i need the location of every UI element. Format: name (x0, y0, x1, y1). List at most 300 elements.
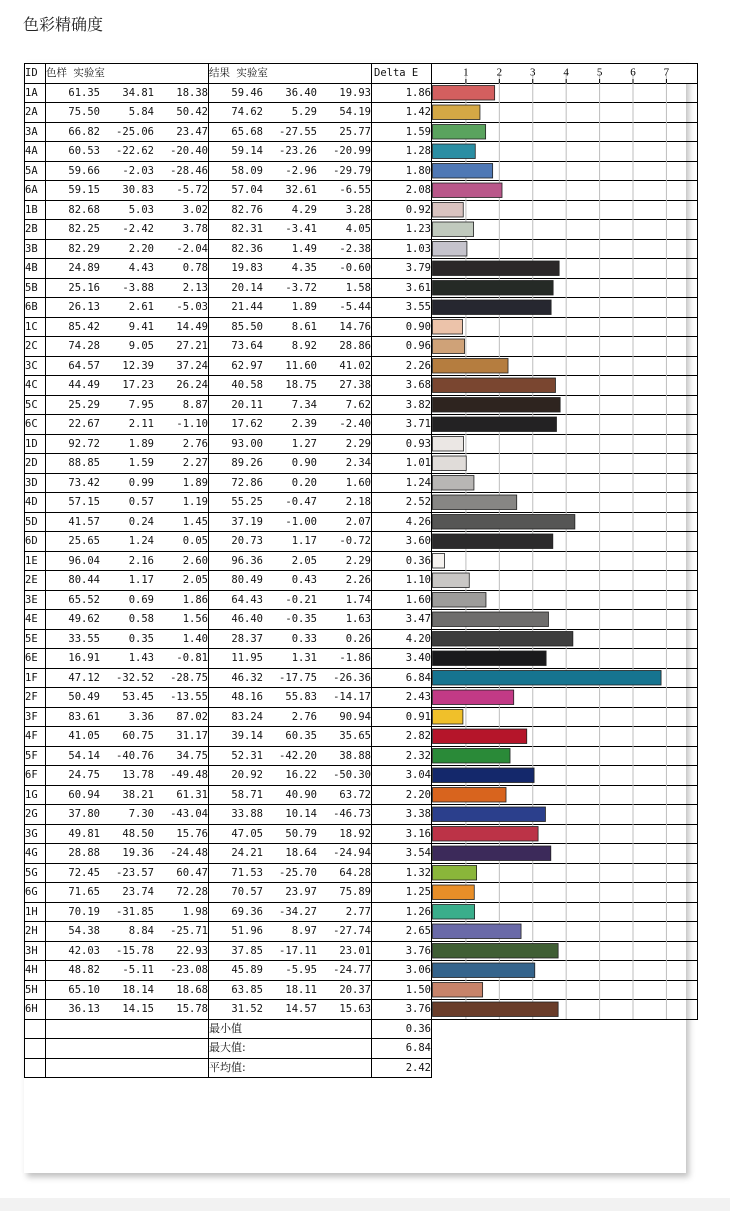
result-lab-value: 82.36 (209, 239, 264, 259)
delta-e-value: 3.76 (372, 941, 432, 961)
result-lab-value: -1.00 (263, 512, 317, 532)
bar-4A (433, 144, 476, 159)
header-delta-e: Delta E (372, 64, 432, 84)
result-lab-value: 0.26 (317, 629, 372, 649)
sample-lab-value: 25.16 (46, 278, 101, 298)
bar-2B (433, 222, 474, 237)
sample-lab-value: 1.56 (154, 610, 209, 630)
tick-label: 4 (563, 66, 569, 79)
delta-e-value: 4.20 (372, 629, 432, 649)
delta-e-value: 3.54 (372, 844, 432, 864)
row-id: 5C (25, 395, 46, 415)
result-lab-value: 2.29 (317, 434, 372, 454)
result-lab-value: 69.36 (209, 902, 264, 922)
bar-6A (433, 183, 503, 198)
sample-lab-value: -5.72 (154, 181, 209, 201)
sample-lab-value: -28.75 (154, 668, 209, 688)
result-lab-value: -34.27 (263, 902, 317, 922)
result-lab-value: 2.18 (317, 493, 372, 513)
delta-e-value: 3.71 (372, 415, 432, 435)
result-lab-value: -27.74 (317, 922, 372, 942)
sample-lab-value: 7.95 (100, 395, 154, 415)
result-lab-value: 11.95 (209, 649, 264, 669)
sample-lab-value: 1.89 (154, 473, 209, 493)
result-lab-value: 46.32 (209, 668, 264, 688)
tick-label: 7 (663, 66, 670, 79)
result-lab-value: 83.24 (209, 707, 264, 727)
sample-lab-value: 2.76 (154, 434, 209, 454)
result-lab-value: 4.29 (263, 200, 317, 220)
result-lab-value: 18.92 (317, 824, 372, 844)
result-lab-value: 14.76 (317, 317, 372, 337)
result-lab-value: 40.58 (209, 376, 264, 396)
delta-e-value: 2.32 (372, 746, 432, 766)
sample-lab-value: 25.29 (46, 395, 101, 415)
sample-lab-value: 82.68 (46, 200, 101, 220)
delta-e-value: 3.38 (372, 805, 432, 825)
summary-value: 2.42 (372, 1058, 432, 1078)
sample-lab-value: 2.11 (100, 415, 154, 435)
bar-4E (433, 612, 549, 627)
sample-lab-value: 9.05 (100, 337, 154, 357)
sample-lab-value: 1.43 (100, 649, 154, 669)
sample-lab-value: 72.45 (46, 863, 101, 883)
result-lab-value: 20.37 (317, 980, 372, 1000)
sample-lab-value: 57.15 (46, 493, 101, 513)
sample-lab-value: 24.75 (46, 766, 101, 786)
delta-e-value: 3.82 (372, 395, 432, 415)
sample-lab-value: 42.03 (46, 941, 101, 961)
sample-lab-value: 5.84 (100, 103, 154, 123)
sample-lab-value: 0.99 (100, 473, 154, 493)
result-lab-value: 1.63 (317, 610, 372, 630)
result-lab-value: 4.35 (263, 259, 317, 279)
result-lab-value: 80.49 (209, 571, 264, 591)
sample-lab-value: 2.61 (100, 298, 154, 318)
result-lab-value: -27.55 (263, 122, 317, 142)
bar-5H (433, 983, 483, 998)
bar-2G (433, 807, 546, 822)
sample-lab-value: -24.48 (154, 844, 209, 864)
row-id: 4B (25, 259, 46, 279)
sample-lab-value: -43.04 (154, 805, 209, 825)
result-lab-value: 1.17 (263, 532, 317, 552)
sample-lab-value: -3.88 (100, 278, 154, 298)
tick-label: 1 (463, 66, 469, 79)
result-lab-value: -1.86 (317, 649, 372, 669)
result-lab-value: 89.26 (209, 454, 264, 474)
result-lab-value: -0.60 (317, 259, 372, 279)
sample-lab-value: 92.72 (46, 434, 101, 454)
sample-lab-value: -25.71 (154, 922, 209, 942)
sample-lab-value: 34.81 (100, 83, 154, 103)
sample-lab-value: -0.81 (154, 649, 209, 669)
sample-lab-value: 8.87 (154, 395, 209, 415)
sample-lab-value: 1.17 (100, 571, 154, 591)
result-lab-value: 59.46 (209, 83, 264, 103)
row-id: 6H (25, 1000, 46, 1020)
result-lab-value: 2.07 (317, 512, 372, 532)
row-id: 4G (25, 844, 46, 864)
row-id: 4D (25, 493, 46, 513)
result-lab-value: 15.63 (317, 1000, 372, 1020)
row-id: 5H (25, 980, 46, 1000)
sample-lab-value: 0.69 (100, 590, 154, 610)
bar-5A (433, 164, 493, 179)
result-lab-value: -29.79 (317, 161, 372, 181)
sample-lab-value: 31.17 (154, 727, 209, 747)
result-lab-value: 7.34 (263, 395, 317, 415)
result-lab-value: 1.27 (263, 434, 317, 454)
result-lab-value: 1.74 (317, 590, 372, 610)
result-lab-value: 60.35 (263, 727, 317, 747)
row-id: 2G (25, 805, 46, 825)
sample-lab-value: -32.52 (100, 668, 154, 688)
bar-6E (433, 651, 547, 666)
delta-e-value: 1.24 (372, 473, 432, 493)
result-lab-value: 45.89 (209, 961, 264, 981)
result-lab-value: -42.20 (263, 746, 317, 766)
sample-lab-value: 59.15 (46, 181, 101, 201)
result-lab-value: 20.73 (209, 532, 264, 552)
sample-lab-value: 59.66 (46, 161, 101, 181)
result-lab-value: 55.25 (209, 493, 264, 513)
result-lab-value: -20.99 (317, 142, 372, 162)
delta-e-value: 1.10 (372, 571, 432, 591)
result-lab-value: -6.55 (317, 181, 372, 201)
sample-lab-value: 48.82 (46, 961, 101, 981)
delta-e-value: 2.08 (372, 181, 432, 201)
delta-e-value: 1.01 (372, 454, 432, 474)
bar-6B (433, 300, 552, 315)
bar-2H (433, 924, 522, 939)
delta-e-value: 1.80 (372, 161, 432, 181)
result-lab-value: -2.38 (317, 239, 372, 259)
row-id: 1H (25, 902, 46, 922)
sample-lab-value: -2.04 (154, 239, 209, 259)
delta-e-value: 2.20 (372, 785, 432, 805)
sample-lab-value: 0.05 (154, 532, 209, 552)
result-lab-value: 8.97 (263, 922, 317, 942)
row-id: 2C (25, 337, 46, 357)
result-lab-value: 59.14 (209, 142, 264, 162)
summary-label: 最小值 (209, 1019, 372, 1039)
sample-lab-value: -20.40 (154, 142, 209, 162)
row-id: 3D (25, 473, 46, 493)
result-lab-value: 62.97 (209, 356, 264, 376)
sample-lab-value: 2.05 (154, 571, 209, 591)
sample-lab-value: 64.57 (46, 356, 101, 376)
result-lab-value: -5.44 (317, 298, 372, 318)
result-lab-value: -46.73 (317, 805, 372, 825)
sample-lab-value: 28.88 (46, 844, 101, 864)
result-lab-value: 1.60 (317, 473, 372, 493)
result-lab-value: 0.43 (263, 571, 317, 591)
sample-lab-value: -31.85 (100, 902, 154, 922)
bar-4F (433, 729, 527, 744)
delta-e-value: 1.50 (372, 980, 432, 1000)
sample-lab-value: -23.57 (100, 863, 154, 883)
result-lab-value: -25.70 (263, 863, 317, 883)
result-lab-value: 1.89 (263, 298, 317, 318)
sample-lab-value: -2.03 (100, 161, 154, 181)
result-lab-value: 72.86 (209, 473, 264, 493)
result-lab-value: 50.79 (263, 824, 317, 844)
result-lab-value: 57.04 (209, 181, 264, 201)
bar-2C (433, 339, 465, 354)
result-lab-value: 37.19 (209, 512, 264, 532)
sample-lab-value: 22.67 (46, 415, 101, 435)
bar-1C (433, 320, 463, 335)
bar-1F (433, 671, 662, 686)
result-lab-value: -0.47 (263, 493, 317, 513)
result-lab-value: 11.60 (263, 356, 317, 376)
result-lab-value: -17.11 (263, 941, 317, 961)
result-lab-value: 64.43 (209, 590, 264, 610)
row-id: 4H (25, 961, 46, 981)
row-id: 1F (25, 668, 46, 688)
result-lab-value: -24.77 (317, 961, 372, 981)
result-lab-value: 23.01 (317, 941, 372, 961)
sample-lab-value: 36.13 (46, 1000, 101, 1020)
result-lab-value: 8.92 (263, 337, 317, 357)
sample-lab-value: 82.29 (46, 239, 101, 259)
header-result-lab: 结果 实验室 (209, 64, 372, 84)
delta-e-value: 2.65 (372, 922, 432, 942)
bar-3H (433, 944, 559, 959)
bar-5F (433, 749, 511, 764)
row-id: 5A (25, 161, 46, 181)
row-id: 5E (25, 629, 46, 649)
tick-label: 3 (530, 66, 536, 79)
sample-lab-value: 19.36 (100, 844, 154, 864)
row-id: 6D (25, 532, 46, 552)
result-lab-value: 39.14 (209, 727, 264, 747)
result-lab-value: 73.64 (209, 337, 264, 357)
delta-e-value: 0.93 (372, 434, 432, 454)
sample-lab-value: -15.78 (100, 941, 154, 961)
sample-lab-value: 17.23 (100, 376, 154, 396)
delta-e-value: 1.25 (372, 883, 432, 903)
result-lab-value: -50.30 (317, 766, 372, 786)
result-lab-value: 58.09 (209, 161, 264, 181)
delta-e-value: 3.04 (372, 766, 432, 786)
result-lab-value: 2.77 (317, 902, 372, 922)
delta-e-value: 1.32 (372, 863, 432, 883)
sample-lab-value: 2.27 (154, 454, 209, 474)
sample-lab-value: 0.58 (100, 610, 154, 630)
summary-label: 平均值: (209, 1058, 372, 1078)
sample-lab-value: 18.38 (154, 83, 209, 103)
row-id: 1C (25, 317, 46, 337)
sample-lab-value: 2.16 (100, 551, 154, 571)
sample-lab-value: 14.15 (100, 1000, 154, 1020)
sample-lab-value: 8.84 (100, 922, 154, 942)
sample-lab-value: -49.48 (154, 766, 209, 786)
result-lab-value: -0.21 (263, 590, 317, 610)
result-lab-value: -0.72 (317, 532, 372, 552)
bar-3A (433, 125, 486, 140)
row-id: 1G (25, 785, 46, 805)
row-id: 4E (25, 610, 46, 630)
result-lab-value: 16.22 (263, 766, 317, 786)
result-lab-value: -17.75 (263, 668, 317, 688)
row-id: 6E (25, 649, 46, 669)
sample-lab-value: -23.08 (154, 961, 209, 981)
row-id: 4F (25, 727, 46, 747)
sample-lab-value: 1.24 (100, 532, 154, 552)
delta-e-value: 2.82 (372, 727, 432, 747)
result-lab-value: 58.71 (209, 785, 264, 805)
result-lab-value: 38.88 (317, 746, 372, 766)
sample-lab-value: 65.52 (46, 590, 101, 610)
bar-3G (433, 827, 539, 842)
row-id: 3F (25, 707, 46, 727)
row-id: 3H (25, 941, 46, 961)
sample-lab-value: 82.25 (46, 220, 101, 240)
sample-lab-value: 1.98 (154, 902, 209, 922)
bar-2D (433, 456, 467, 471)
result-lab-value: -24.94 (317, 844, 372, 864)
bar-1B (433, 203, 464, 218)
sample-lab-value: 24.89 (46, 259, 101, 279)
delta-e-value: 0.91 (372, 707, 432, 727)
result-lab-value: 35.65 (317, 727, 372, 747)
result-lab-value: 23.97 (263, 883, 317, 903)
sample-lab-value: 60.53 (46, 142, 101, 162)
row-id: 2B (25, 220, 46, 240)
sample-lab-value: -22.62 (100, 142, 154, 162)
delta-e-value: 0.92 (372, 200, 432, 220)
sample-lab-value: 23.47 (154, 122, 209, 142)
sample-lab-value: 74.28 (46, 337, 101, 357)
result-lab-value: 48.16 (209, 688, 264, 708)
result-lab-value: -3.41 (263, 220, 317, 240)
sample-lab-value: 16.91 (46, 649, 101, 669)
sample-lab-value: 61.35 (46, 83, 101, 103)
sample-lab-value: 15.76 (154, 824, 209, 844)
result-lab-value: 2.26 (317, 571, 372, 591)
bar-2F (433, 690, 514, 705)
delta-e-value: 0.36 (372, 551, 432, 571)
result-lab-value: -3.72 (263, 278, 317, 298)
row-id: 2A (25, 103, 46, 123)
sample-lab-value: 26.24 (154, 376, 209, 396)
row-id: 4C (25, 376, 46, 396)
row-id: 3A (25, 122, 46, 142)
result-lab-value: 21.44 (209, 298, 264, 318)
result-lab-value: 31.52 (209, 1000, 264, 1020)
result-lab-value: 24.21 (209, 844, 264, 864)
bar-1D (433, 437, 464, 452)
result-lab-value: -5.95 (263, 961, 317, 981)
result-lab-value: 46.40 (209, 610, 264, 630)
delta-e-value: 1.03 (372, 239, 432, 259)
result-lab-value: -2.40 (317, 415, 372, 435)
sample-lab-value: 50.42 (154, 103, 209, 123)
bar-1A (433, 86, 495, 101)
row-id: 4A (25, 142, 46, 162)
sample-lab-value: 41.05 (46, 727, 101, 747)
delta-e-value: 3.06 (372, 961, 432, 981)
sample-lab-value: -25.06 (100, 122, 154, 142)
sample-lab-value: 18.14 (100, 980, 154, 1000)
result-lab-value: 33.88 (209, 805, 264, 825)
delta-e-value: 0.96 (372, 337, 432, 357)
sample-lab-value: 2.13 (154, 278, 209, 298)
summary-value: 0.36 (372, 1019, 432, 1039)
sample-lab-value: 54.14 (46, 746, 101, 766)
sample-lab-value: 85.42 (46, 317, 101, 337)
sample-lab-value: 60.94 (46, 785, 101, 805)
row-id: 1B (25, 200, 46, 220)
delta-e-value: 3.60 (372, 532, 432, 552)
result-lab-value: 10.14 (263, 805, 317, 825)
header-id: ID (25, 64, 46, 84)
result-lab-value: -0.35 (263, 610, 317, 630)
bar-1E (433, 554, 445, 569)
sample-lab-value: 70.19 (46, 902, 101, 922)
sample-lab-value: 49.62 (46, 610, 101, 630)
delta-e-value: 1.60 (372, 590, 432, 610)
sample-lab-value: 41.57 (46, 512, 101, 532)
result-lab-value: 1.49 (263, 239, 317, 259)
sample-lab-value: 14.49 (154, 317, 209, 337)
delta-e-value: 3.79 (372, 259, 432, 279)
sample-lab-value: -2.42 (100, 220, 154, 240)
result-lab-value: 82.31 (209, 220, 264, 240)
row-id: 1D (25, 434, 46, 454)
tick-label: 2 (496, 66, 503, 79)
sample-lab-value: 27.21 (154, 337, 209, 357)
sample-lab-value: 60.75 (100, 727, 154, 747)
sample-lab-value: 47.12 (46, 668, 101, 688)
delta-e-value: 1.28 (372, 142, 432, 162)
result-lab-value: 40.90 (263, 785, 317, 805)
result-lab-value: 63.72 (317, 785, 372, 805)
row-id: 3C (25, 356, 46, 376)
row-id: 6G (25, 883, 46, 903)
sample-lab-value: 0.78 (154, 259, 209, 279)
result-lab-value: 5.29 (263, 103, 317, 123)
result-lab-value: 0.20 (263, 473, 317, 493)
result-lab-value: 65.68 (209, 122, 264, 142)
result-lab-value: 2.05 (263, 551, 317, 571)
result-lab-value: 8.61 (263, 317, 317, 337)
result-lab-value: 18.64 (263, 844, 317, 864)
result-lab-value: 20.11 (209, 395, 264, 415)
sample-lab-value: 3.02 (154, 200, 209, 220)
summary-value: 6.84 (372, 1039, 432, 1059)
result-lab-value: 19.93 (317, 83, 372, 103)
result-lab-value: 0.90 (263, 454, 317, 474)
bar-3D (433, 476, 474, 491)
result-lab-value: 37.85 (209, 941, 264, 961)
sample-lab-value: 80.44 (46, 571, 101, 591)
sample-lab-value: 0.35 (100, 629, 154, 649)
sample-lab-value: 75.50 (46, 103, 101, 123)
sample-lab-value: 49.81 (46, 824, 101, 844)
result-lab-value: 3.28 (317, 200, 372, 220)
result-lab-value: 41.02 (317, 356, 372, 376)
result-lab-value: 18.75 (263, 376, 317, 396)
result-lab-value: 85.50 (209, 317, 264, 337)
sample-lab-value: 88.85 (46, 454, 101, 474)
result-lab-value: 20.14 (209, 278, 264, 298)
result-lab-value: 71.53 (209, 863, 264, 883)
sample-lab-value: -5.03 (154, 298, 209, 318)
row-id: 5G (25, 863, 46, 883)
